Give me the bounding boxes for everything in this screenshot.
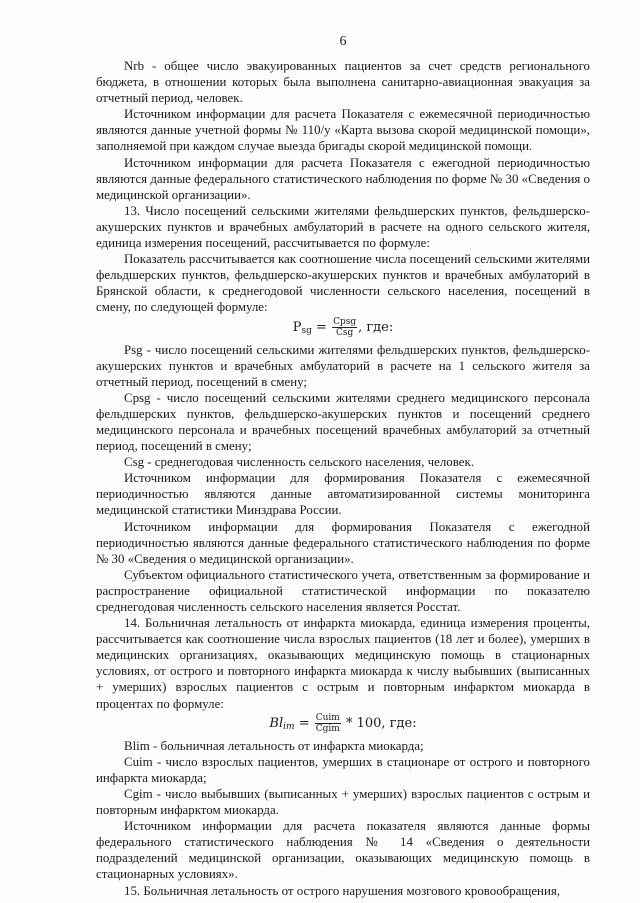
formula-psg-eq: = xyxy=(311,319,332,335)
formula-psg xyxy=(96,317,590,341)
formula-blim-tail: * 100, где: xyxy=(341,715,417,731)
paragraph-cuim-definition: Cuim - число взрослых пациентов, умерших в стационаре от острого и повторного инфаркта миокарда; xyxy=(96,754,590,785)
paragraph-nrb-definition: Nrb - общее число эвакуированных пациентов за счет средств регионального бюджета, в отношении которых была выполнена санитарно-авиационная эвакуация за отчетный период, человек. xyxy=(96,59,590,106)
formula-blim-denominator: Cgim xyxy=(315,723,340,734)
formula-blim-lhs-sub: im xyxy=(283,721,295,732)
formula-psg-denominator: Csg xyxy=(335,327,354,338)
formula-blim xyxy=(96,713,590,737)
paragraph-form14-source: Источником информации для расчета показателя являются данные формы федерального статистического наблюдения № 14 «Сведения о деятельности подразделений медицинской организации, оказывающих медицинскую помощь в стационарных условиях». xyxy=(96,819,590,882)
formula-blim-fraction xyxy=(315,713,341,734)
page-number: 6 xyxy=(339,34,347,49)
formula-psg-fraction xyxy=(332,317,357,338)
paragraph-blim-definition: Blim - больничная летальность от инфаркта миокарда; xyxy=(124,738,424,753)
formula-blim-lhs: Bl xyxy=(269,715,284,731)
paragraph-item-14: 14. Больничная летальность от инфаркта миокарда, единица измерения проценты, рассчитывается как соотношение числа взрослых пациентов (18 лет и более), умерших в медицинских организациях, оказывающих медицинскую помощь в стационарных условиях, от острого и повторного инфаркта миокарда к числу выбывших (выписанных + умерших) взрослых пациентов с острым и повторным инфарктом миокарда в процентах по формуле: xyxy=(96,616,590,711)
paragraph-csg-definition: Csg - среднегодовая численность сельского населения, человек. xyxy=(124,455,474,470)
paragraph-cgim-definition: Cgim - число выбывших (выписанных + умерших) взрослых пациентов с острым и повторным инфарктом миокарда. xyxy=(96,786,590,818)
paragraph-monthly-source: Источником информации для расчета Показателя с ежемесячной периодичностью являются данные учетной формы № 110/у «Карта вызова скорой медицинской помощи», заполняемой при каждом случае выезда бригады скорой медицинской помощи. xyxy=(96,107,590,154)
paragraph-annual-source: Источником информации для расчета Показателя с ежегодной периодичностью являются данные федерального статистического наблюдения по форме № 30 «Сведения о медицинской организации». xyxy=(96,155,590,202)
paragraph-item-13: 13. Число посещений сельскими жителями фельдшерских пунктов, фельдшерско-акушерских пунктов и врачебных амбулаторий в расчете на одного сельского жителя, единица измерения посещений, рассчитывается по формуле: xyxy=(96,203,590,251)
paragraph-annual-source-2: Источником информации для формирования Показателя с ежегодной периодичностью являются данные федерального статистического наблюдения по форме № 30 «Сведения о медицинской организации». xyxy=(96,519,590,566)
formula-psg-lhs: P xyxy=(292,319,302,335)
formula-psg-numerator: Cpsg xyxy=(333,316,357,327)
paragraph-monthly-source-2: Источником информации для формирования Показателя с ежемесячной периодичностью являются данные автоматизированной системы мониторинга медицинской статистики Минздрава России. xyxy=(96,471,590,518)
paragraph-rosstat: Субъектом официального статистического учета, ответственным за формирование и распространение официальной статистической информации по показателю среднегодовая численность сельского населения является Росстат. xyxy=(96,567,590,614)
paragraph-psg-definition: Psg - число посещений сельскими жителями фельдшерских пунктов, фельдшерско-акушерских пунктов и врачебных амбулаторий в расчете на 1 сельского жителя за отчетный период, посещений в смену; xyxy=(96,342,590,389)
paragraph-item-15: 15. Больничная летальность от острого нарушения мозгового кровообращения, xyxy=(124,883,561,898)
paragraph-calculation-method: Показатель рассчитывается как соотношение числа посещений сельскими жителями фельдшерских пунктов, фельдшерско-акушерских пунктов и врачебных амбулаторий в Брянской области, к среднегодовой численности сельского населения, посещений в смену, по следующей формуле: xyxy=(96,252,591,315)
formula-psg-tail: , где: xyxy=(358,319,394,335)
paragraph-cpsg-definition: Cpsg - число посещений сельскими жителями среднего медицинского персонала фельдшерских пунктов, фельдшерско-акушерских пунктов и посещений среднего медицинского персонала и врачебных посещений врачебных амбулаторий за отчетный период, посещений в смену; xyxy=(96,390,590,454)
formula-psg-lhs-sub: sg xyxy=(301,325,312,336)
formula-blim-eq: = xyxy=(294,715,314,731)
formula-blim-numerator: Cuim xyxy=(315,712,340,723)
